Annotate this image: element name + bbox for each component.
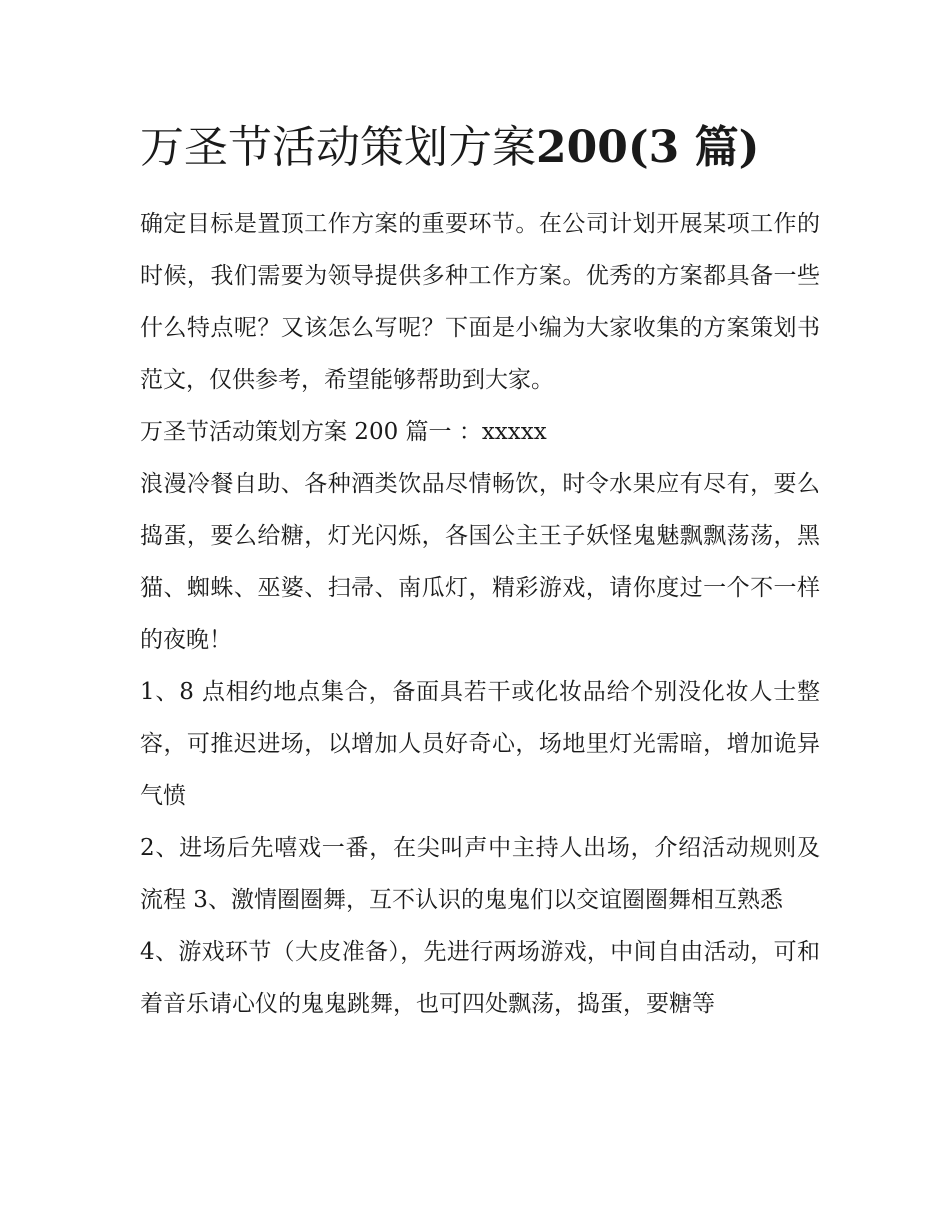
title-text: 万圣节活动策划方案: [140, 122, 536, 173]
intro-paragraph: 确定目标是置顶工作方案的重要环节。在公司计划开展某项工作的时候，我们需要为领导提供多种工作方案。优秀的方案都具备一些什么特点呢？又该怎么写呢？下面是小编为大家收集的方案策划书范文，仅供参考，希望能够帮助到大家。: [140, 211, 820, 393]
document-body: [140, 198, 820, 1030]
page-title: [140, 118, 840, 178]
title-number: 200(3 篇): [536, 122, 760, 173]
list-item-1: 1、8 点相约地点集合，备面具若干或化妆品给个别没化妆人士整容，可推迟进场，以增加人员好奇心，场地里灯光需暗，增加诡异气愤: [140, 679, 820, 809]
section-heading: 万圣节活动策划方案 200 篇一 ：xxxxx: [140, 419, 547, 445]
list-item-4: 4、游戏环节（大皮准备），先进行两场游戏，中间自由活动，可和着音乐请心仪的鬼鬼跳舞，也可四处飘荡，捣蛋，要糖等: [140, 939, 820, 1017]
body-paragraph: 浪漫冷餐自助、各种酒类饮品尽情畅饮，时令水果应有尽有，要么捣蛋，要么给糖，灯光闪烁，各国公主王子妖怪鬼魅飘飘荡荡，黑猫、蜘蛛、巫婆、扫帚、南瓜灯，精彩游戏，请你度过一个不一样的夜晚！: [140, 471, 820, 653]
list-item-2: 2、进场后先嘻戏一番，在尖叫声中主持人出场，介绍活动规则及流程 3、激情圈圈舞，互不认识的鬼鬼们以交谊圈圈舞相互熟悉: [140, 835, 820, 913]
